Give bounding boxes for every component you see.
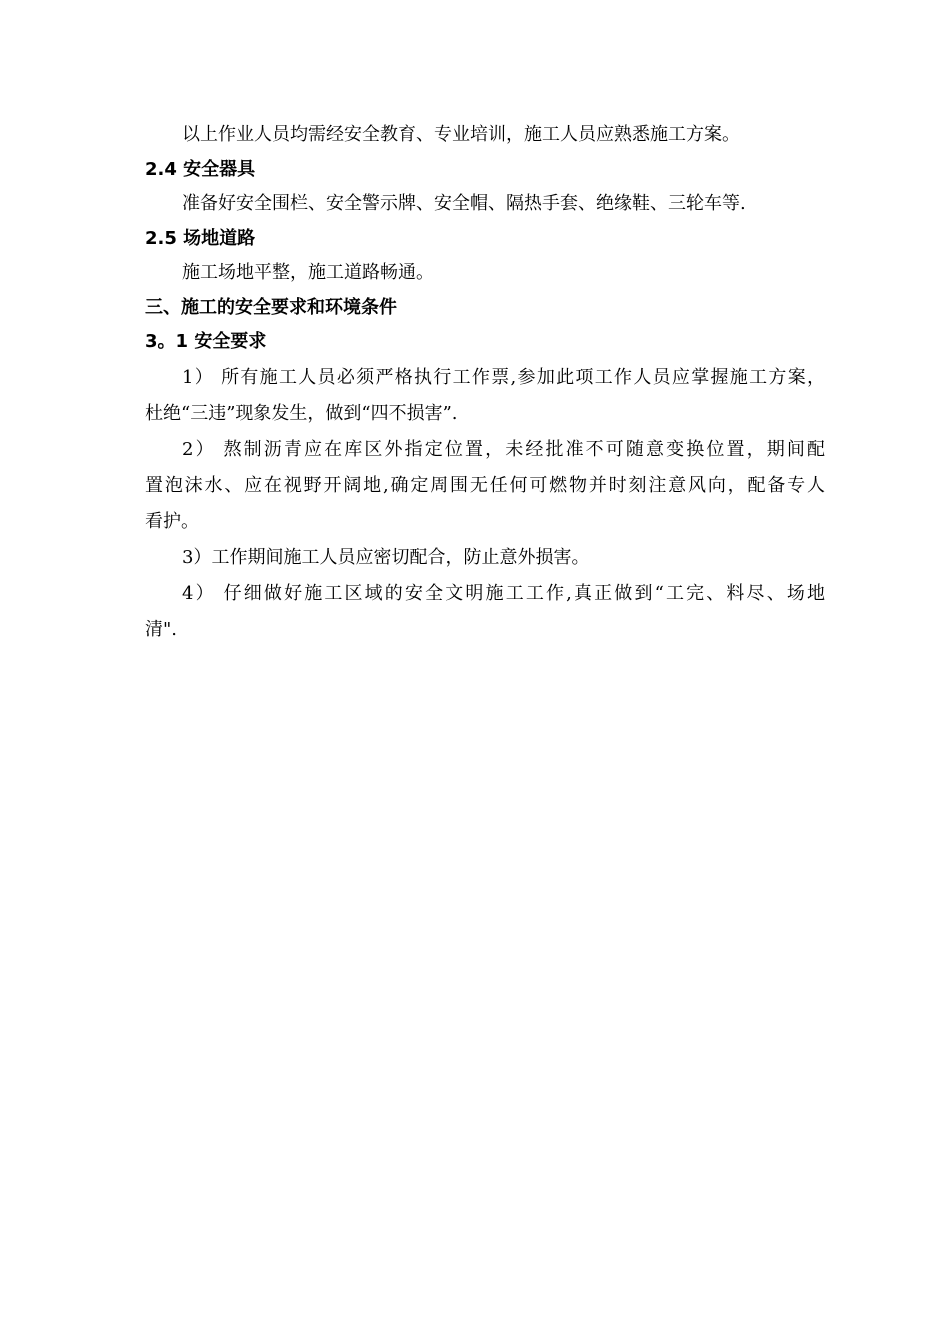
list-item-4-line-2: 清". xyxy=(145,618,178,640)
list-item-2-line-3: 看护。 xyxy=(145,510,199,532)
heading-section-3: 三、施工的安全要求和环境条件 xyxy=(145,296,397,318)
document-body xyxy=(145,118,825,648)
list-item-4 xyxy=(145,576,825,648)
list-item-1-line-2: 杜绝“三违”现象发生，做到“四不损害”. xyxy=(145,402,458,424)
list-item-2-line-1: 2） 熬制沥青应在库区外指定位置，未经批准不可随意变换位置，期间配 xyxy=(182,438,825,460)
list-item-1-line-1: 1） 所有施工人员必须严格执行工作票,参加此项工作人员应掌握施工方案， xyxy=(182,366,825,388)
paragraph-equipment: 准备好安全围栏、安全警示牌、安全帽、隔热手套、绝缘鞋、三轮车等. xyxy=(182,193,746,214)
heading-2-4: 2.4 安全器具 xyxy=(145,158,256,180)
list-item-2-line-2: 置泡沫水、应在视野开阔地,确定周围无任何可燃物并时刻注意风向，配备专人 xyxy=(145,474,825,496)
list-item-2 xyxy=(145,432,825,540)
heading-2-5: 2.5 场地道路 xyxy=(145,227,256,249)
paragraph-site: 施工场地平整，施工道路畅通。 xyxy=(182,262,434,283)
list-item-4-line-1: 4） 仔细做好施工区域的安全文明施工工作,真正做到“工完、料尽、场地 xyxy=(182,582,825,604)
paragraph-training: 以上作业人员均需经安全教育、专业培训，施工人员应熟悉施工方案。 xyxy=(182,124,740,145)
list-item-1 xyxy=(145,360,825,432)
heading-3-1: 3。1 安全要求 xyxy=(145,331,267,352)
list-item-3-line-1: 3）工作期间施工人员应密切配合，防止意外损害。 xyxy=(182,546,590,568)
list-item-3 xyxy=(145,540,825,576)
